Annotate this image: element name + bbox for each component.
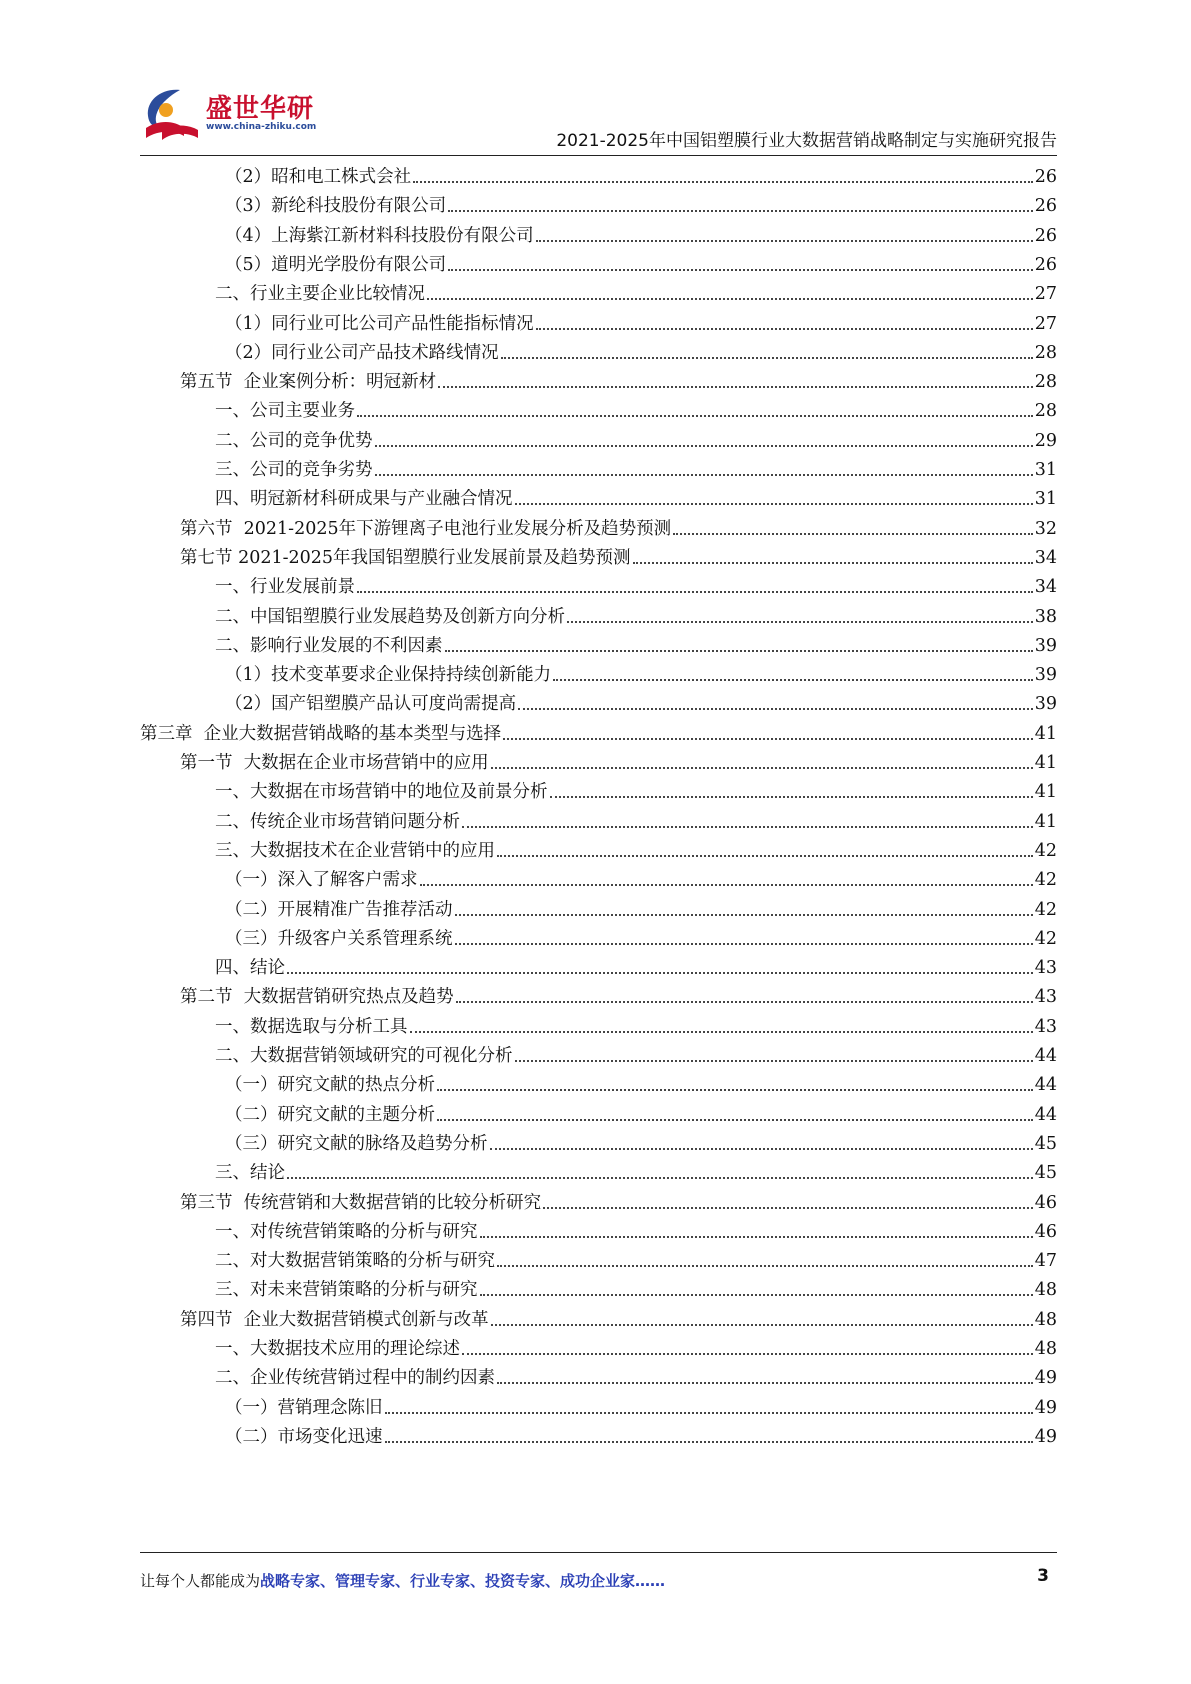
toc-entry-page: 26 — [1034, 167, 1057, 187]
toc-leader-dots — [455, 914, 1033, 916]
toc-leader-dots — [437, 1119, 1033, 1121]
toc-entry[interactable] — [215, 629, 1057, 657]
toc-entry[interactable] — [215, 775, 1057, 803]
toc-leader-dots — [357, 415, 1033, 417]
toc-entry[interactable] — [180, 512, 1057, 540]
toc-entry-title: 一、公司主要业务 — [215, 401, 355, 422]
toc-entry-page: 39 — [1034, 694, 1057, 715]
toc-leader-dots — [518, 708, 1033, 710]
toc-entry-page: 26 — [1034, 196, 1057, 217]
toc-leader-dots — [462, 826, 1033, 828]
toc-leader-dots — [375, 474, 1033, 476]
toc-leader-dots — [455, 943, 1033, 945]
toc-leader-dots — [497, 855, 1033, 857]
toc-leader-dots — [427, 298, 1033, 300]
toc-entry-page: 34 — [1034, 577, 1057, 598]
toc-entry-page: 45 — [1034, 1163, 1057, 1184]
toc-entry-page: 48 — [1034, 1339, 1057, 1359]
toc-entry[interactable] — [215, 1039, 1057, 1067]
toc-leader-dots — [550, 796, 1033, 798]
logo-name: 盛世华研 — [206, 94, 315, 124]
toc-leader-dots — [410, 1031, 1033, 1033]
toc-entry[interactable] — [225, 922, 1057, 950]
toc-entry-title: 第六节 2021-2025年下游锂离子电池行业发展分析及趋势预测 — [180, 518, 672, 539]
toc-leader-dots — [456, 1001, 1033, 1003]
toc-entry-title: 二、传统企业市场营销问题分析 — [215, 811, 460, 832]
footer-divider — [140, 1552, 1057, 1553]
toc-entry-title: 一、数据选取与分析工具 — [215, 1016, 408, 1037]
toc-leader-dots — [287, 1177, 1033, 1179]
toc-entry-title: 二、公司的竞争优势 — [215, 430, 373, 451]
page-header — [0, 0, 1191, 160]
toc-entry[interactable] — [140, 717, 1057, 745]
toc-entry-title: 二、行业主要企业比较情况 — [215, 284, 425, 305]
toc-entry[interactable] — [225, 1098, 1057, 1126]
toc-entry-page: 29 — [1034, 430, 1057, 451]
toc-entry-title: （1）同行业可比公司产品性能指标情况 — [225, 313, 534, 334]
toc-entry-page: 41 — [1034, 753, 1057, 773]
toc-entry-page: 41 — [1034, 723, 1057, 744]
toc-entry[interactable] — [215, 600, 1057, 628]
toc-entry-page: 49 — [1034, 1368, 1057, 1389]
toc-leader-dots — [553, 679, 1033, 681]
logo-url: www.china-zhiku.com — [206, 122, 317, 132]
toc-entry[interactable] — [215, 482, 1057, 510]
toc-leader-dots — [480, 1236, 1033, 1238]
toc-entry[interactable] — [225, 219, 1057, 247]
toc-leader-dots — [438, 386, 1033, 388]
toc-entry[interactable] — [180, 1303, 1057, 1331]
toc-entry-title: （2）同行业公司产品技术路线情况 — [225, 342, 499, 363]
toc-entry[interactable] — [225, 863, 1057, 891]
toc-entry-page: 41 — [1034, 811, 1057, 832]
toc-entry-title: （3）新纶科技股份有限公司 — [225, 196, 447, 217]
toc-entry-page: 43 — [1034, 987, 1057, 1008]
toc-entry-page: 44 — [1034, 1075, 1057, 1096]
toc-entry-page: 49 — [1034, 1426, 1057, 1447]
toc-leader-dots — [536, 328, 1033, 330]
toc-entry[interactable] — [215, 1215, 1057, 1243]
toc-entry-page: 43 — [1034, 1016, 1057, 1037]
toc-entry[interactable] — [215, 1273, 1057, 1301]
toc-entry[interactable] — [215, 570, 1057, 598]
toc-entry[interactable] — [225, 687, 1057, 715]
toc-leader-dots — [497, 1265, 1033, 1267]
toc-entry-title: 一、行业发展前景 — [215, 577, 355, 598]
toc-entry[interactable] — [215, 277, 1057, 305]
toc-leader-dots — [567, 621, 1033, 623]
toc-entry-title: （一）营销理念陈旧 — [225, 1397, 383, 1418]
toc-entry-page: 32 — [1034, 518, 1057, 539]
toc-entry-title: （三）研究文献的脉络及趋势分析 — [225, 1133, 488, 1154]
toc-entry[interactable] — [225, 1420, 1057, 1448]
page-number: 3 — [1037, 1566, 1049, 1586]
toc-entry[interactable] — [180, 746, 1057, 774]
toc-entry-page: 26 — [1034, 254, 1057, 275]
toc-entry-title: 三、大数据技术在企业营销中的应用 — [215, 840, 495, 861]
toc-entry-page: 28 — [1034, 372, 1057, 393]
toc-entry-page: 44 — [1034, 1046, 1057, 1066]
toc-leader-dots — [448, 210, 1033, 212]
toc-entry[interactable] — [225, 1068, 1057, 1096]
toc-entry-title: 四、明冠新材科研成果与产业融合情况 — [215, 489, 513, 510]
toc-leader-dots — [543, 1207, 1033, 1209]
toc-entry[interactable] — [215, 1332, 1057, 1360]
logo-emblem-icon — [140, 84, 204, 144]
toc-leader-dots — [491, 767, 1033, 769]
toc-entry-page: 47 — [1034, 1251, 1057, 1272]
toc-entry-page: 41 — [1034, 782, 1057, 803]
toc-entry-page: 46 — [1034, 1221, 1057, 1242]
toc-entry-title: 一、大数据在市场营销中的地位及前景分析 — [215, 782, 548, 803]
toc-entry[interactable] — [180, 1186, 1057, 1214]
toc-entry-title: 一、大数据技术应用的理论综述 — [215, 1339, 460, 1359]
toc-entry-page: 27 — [1034, 284, 1057, 305]
toc-entry-title: 二、影响行业发展的不利因素 — [215, 635, 443, 656]
toc-entry-title: 第五节 企业案例分析：明冠新材 — [180, 372, 437, 393]
toc-entry-title: 二、中国铝塑膜行业发展趋势及创新方向分析 — [215, 606, 565, 627]
toc-entry-page: 42 — [1034, 840, 1057, 861]
toc-entry-title: 三、结论 — [215, 1163, 285, 1184]
toc-entry-page: 31 — [1034, 460, 1057, 480]
toc-entry-title: 第三章 企业大数据营销战略的基本类型与选择 — [140, 723, 502, 744]
toc-entry-page: 39 — [1034, 635, 1057, 656]
toc-entry-title: （2）昭和电工株式会社 — [225, 167, 412, 187]
toc-leader-dots — [462, 1353, 1033, 1355]
toc-leader-dots — [385, 1441, 1033, 1443]
toc-leader-dots — [357, 591, 1033, 593]
toc-entry-title: （二）研究文献的主题分析 — [225, 1104, 435, 1125]
toc-entry-title: 二、对大数据营销策略的分析与研究 — [215, 1251, 495, 1272]
footer-slogan — [140, 1570, 665, 1591]
toc-entry-title: 三、对未来营销策略的分析与研究 — [215, 1280, 478, 1301]
toc-entry-title: （2）国产铝塑膜产品认可度尚需提高 — [225, 694, 517, 715]
toc-entry[interactable] — [180, 541, 1057, 569]
toc-entry[interactable] — [215, 394, 1057, 422]
toc-leader-dots — [437, 1089, 1033, 1091]
toc-entry-page: 34 — [1034, 547, 1057, 568]
toc-leader-dots — [536, 240, 1033, 242]
toc-entry-page: 48 — [1034, 1309, 1057, 1330]
toc-entry-page: 43 — [1034, 958, 1057, 979]
toc-entry-title: （一）深入了解客户需求 — [225, 870, 418, 891]
toc-entry[interactable] — [225, 336, 1057, 364]
toc-entry-title: （二）市场变化迅速 — [225, 1426, 383, 1447]
toc-entry-page: 42 — [1034, 928, 1057, 949]
toc-entry-title: （一）研究文献的热点分析 — [225, 1075, 435, 1096]
toc-entry[interactable] — [215, 805, 1057, 833]
toc-entry-title: （二）开展精准广告推荐活动 — [225, 899, 453, 920]
toc-entry-title: （5）道明光学股份有限公司 — [225, 254, 447, 275]
toc-entry[interactable] — [180, 365, 1057, 393]
toc-leader-dots — [491, 1324, 1033, 1326]
toc-entry[interactable] — [225, 189, 1057, 217]
toc-entry-title: 第一节 大数据在企业市场营销中的应用 — [180, 753, 489, 773]
toc-entry[interactable] — [225, 1127, 1057, 1155]
toc-entry-page: 27 — [1034, 313, 1057, 334]
toc-entry-page: 42 — [1034, 870, 1057, 891]
toc-leader-dots — [515, 503, 1033, 505]
toc-entry[interactable] — [215, 453, 1057, 481]
toc-entry-title: 三、公司的竞争劣势 — [215, 460, 373, 480]
header-divider — [140, 155, 1057, 156]
toc-leader-dots — [673, 533, 1033, 535]
slogan-prefix: 让每个人都能成为 — [140, 1572, 261, 1590]
toc-entry-page: 45 — [1034, 1133, 1057, 1154]
toc-entry-title: 第二节 大数据营销研究热点及趋势 — [180, 987, 454, 1008]
toc-entry[interactable] — [215, 834, 1057, 862]
toc-leader-dots — [445, 650, 1033, 652]
toc-leader-dots — [480, 1294, 1033, 1296]
toc-entry[interactable] — [225, 658, 1057, 686]
toc-leader-dots — [448, 269, 1033, 271]
toc-leader-dots — [385, 1412, 1033, 1414]
toc-entry-title: 第七节 2021-2025年我国铝塑膜行业发展前景及趋势预测 — [180, 547, 631, 568]
toc-entry-title: 一、对传统营销策略的分析与研究 — [215, 1221, 478, 1242]
toc-leader-dots — [375, 445, 1033, 447]
toc-entry-title: 四、结论 — [215, 958, 285, 979]
toc-entry[interactable] — [225, 248, 1057, 276]
toc-entry-page: 31 — [1034, 489, 1057, 510]
toc-leader-dots — [633, 562, 1033, 564]
toc-entry[interactable] — [215, 424, 1057, 452]
toc-entry[interactable] — [225, 307, 1057, 335]
toc-entry[interactable] — [225, 893, 1057, 921]
toc-entry-title: 第四节 企业大数据营销模式创新与改革 — [180, 1309, 489, 1330]
toc-entry-page: 39 — [1034, 665, 1057, 686]
toc-entry-title: 第三节 传统营销和大数据营销的比较分析研究 — [180, 1192, 542, 1213]
toc-leader-dots — [490, 1148, 1033, 1150]
slogan-highlight: 战略专家、管理专家、行业专家、投资专家、成功企业家…… — [260, 1572, 666, 1590]
toc-entry-page: 28 — [1034, 342, 1057, 363]
toc-entry[interactable] — [215, 1156, 1057, 1184]
toc-entry-title: （4）上海紫江新材料科技股份有限公司 — [225, 225, 534, 246]
toc-entry[interactable] — [180, 980, 1057, 1008]
toc-entry[interactable] — [225, 1391, 1057, 1419]
toc-leader-dots — [503, 738, 1033, 740]
toc-entry[interactable] — [215, 1010, 1057, 1038]
toc-entry[interactable] — [225, 160, 1057, 188]
toc-entry-title: 二、企业传统营销过程中的制约因素 — [215, 1368, 495, 1389]
toc-entry[interactable] — [215, 1244, 1057, 1272]
toc-entry-title: 二、大数据营销领域研究的可视化分析 — [215, 1046, 513, 1066]
toc-leader-dots — [287, 972, 1033, 974]
toc-leader-dots — [420, 884, 1033, 886]
toc-entry-page: 28 — [1034, 401, 1057, 422]
toc-leader-dots — [413, 181, 1033, 183]
toc-entry[interactable] — [215, 951, 1057, 979]
toc-entry-title: （1）技术变革要求企业保持持续创新能力 — [225, 665, 552, 686]
toc-leader-dots — [501, 357, 1033, 359]
toc-entry-page: 46 — [1034, 1192, 1057, 1213]
company-logo — [140, 84, 320, 148]
toc-entry-page: 26 — [1034, 225, 1057, 246]
toc-entry-page: 38 — [1034, 606, 1057, 627]
toc-entry-title: （三）升级客户关系管理系统 — [225, 928, 453, 949]
toc-leader-dots — [497, 1382, 1033, 1384]
toc-entry-page: 42 — [1034, 899, 1057, 920]
toc-entry-page: 49 — [1034, 1397, 1057, 1418]
toc-entry-page: 48 — [1034, 1280, 1057, 1301]
toc-leader-dots — [515, 1060, 1033, 1062]
toc-entry[interactable] — [215, 1361, 1057, 1389]
report-title: 2021-2025年中国铝塑膜行业大数据营销战略制定与实施研究报告 — [556, 131, 1057, 151]
toc-entry-page: 44 — [1034, 1104, 1057, 1125]
